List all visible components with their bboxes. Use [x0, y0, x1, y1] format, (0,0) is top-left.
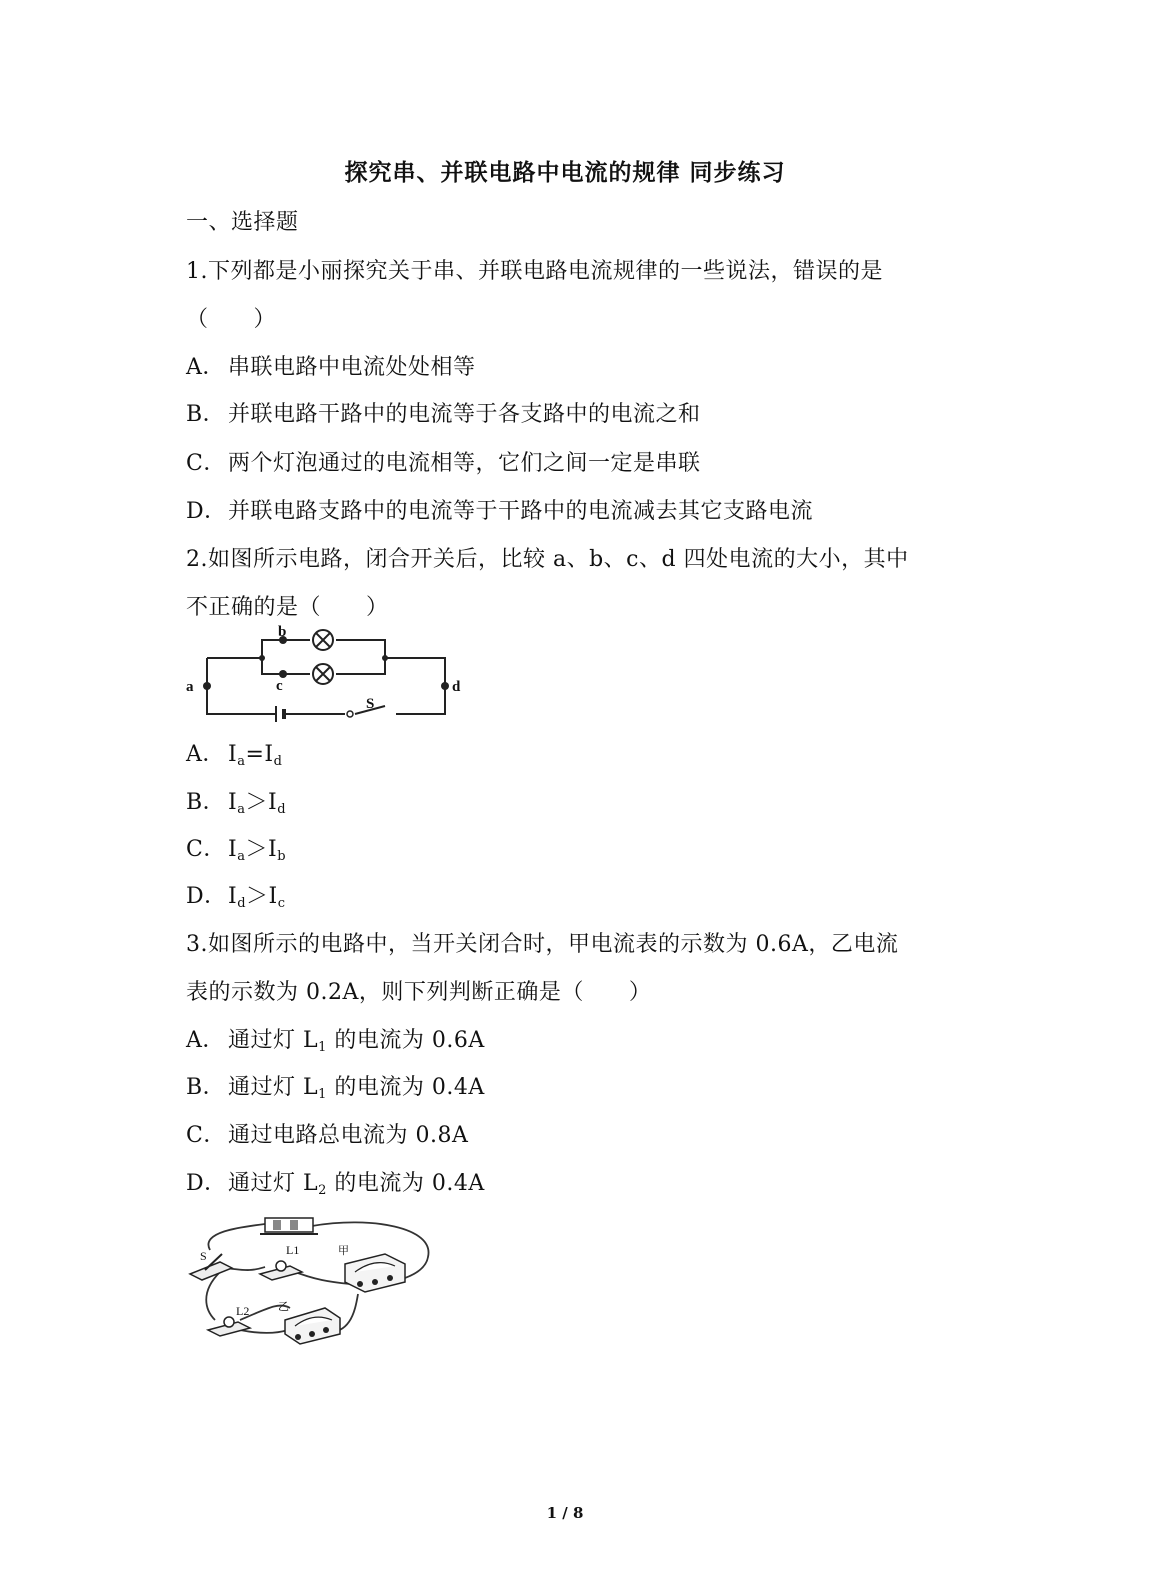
q1-option-a: A． 串联电路中电流处处相等: [186, 355, 476, 380]
q2-option-c: C．$I_a>I_b$: [186, 837, 287, 864]
q2-stem-line1: 2.如图所示电路，闭合开关后，比较 a、b、c、d 四处电流的大小，其中: [186, 547, 909, 572]
q1-stem-line2: （ ）: [186, 307, 277, 332]
section-heading: 一、选择题: [186, 210, 299, 235]
ammeter-yi-icon: [285, 1308, 340, 1344]
q3-stem-line1: 3.如图所示的电路中，当开关闭合时，甲电流表的示数为 0.6A，乙电流: [186, 932, 899, 957]
q3-option-d: D．通过灯 $L_2$ 的电流为 0.4A: [186, 1171, 485, 1198]
lamp-l1-icon: [260, 1261, 302, 1280]
document-title: 探究串、并联电路中电流的规律 同步练习: [344, 159, 786, 186]
ammeter-label-jia: 甲: [338, 1244, 349, 1257]
node-label-c: c: [276, 678, 283, 694]
q2-circuit-diagram: [180, 624, 470, 724]
lamp-label-l2: L2: [236, 1304, 250, 1318]
ammeter-label-yi: 乙: [278, 1300, 289, 1313]
q1-option-c: C．两个灯泡通过的电流相等，它们之间一定是串联: [186, 451, 701, 476]
page-number: 1 / 8: [546, 1504, 584, 1522]
ammeter-jia-icon: [345, 1254, 405, 1292]
q1-option-d: D．并联电路支路中的电流等于干路中的电流减去其它支路电流: [186, 499, 814, 524]
q3-option-c: C．通过电路总电流为 0.8A: [186, 1123, 469, 1148]
node-label-a: a: [186, 679, 194, 695]
switch-label-s: S: [200, 1249, 207, 1263]
switch-label-s: S: [366, 696, 375, 712]
q1-option-b: B． 并联电路干路中的电流等于各支路中的电流之和: [186, 402, 701, 427]
q1-stem-line1: 1.下列都是小丽探究关于串、并联电路电流规律的一些说法，错误的是: [186, 259, 883, 284]
battery-icon: [260, 1218, 318, 1234]
q3-stem-line2: 表的示数为 0.2A，则下列判断正确是（ ）: [186, 980, 652, 1005]
lamp-label-l1: L1: [286, 1243, 300, 1257]
q2-stem-line2: 不正确的是（ ）: [186, 595, 389, 620]
q2-option-b: B． $I_a>I_d$: [186, 790, 287, 817]
switch-icon: [190, 1254, 232, 1280]
node-label-d: d: [452, 679, 461, 695]
q3-circuit-photo-diagram: [180, 1212, 440, 1347]
q2-option-a: A． $I_a=I_d$: [186, 742, 283, 769]
q3-option-a: A． 通过灯 $L_1$ 的电流为 0.6A: [186, 1028, 485, 1055]
q3-option-b: B． 通过灯 $L_1$ 的电流为 0.4A: [186, 1075, 485, 1102]
q2-option-d: D．$I_d>I_c$: [186, 884, 286, 911]
node-label-b: b: [278, 624, 287, 640]
